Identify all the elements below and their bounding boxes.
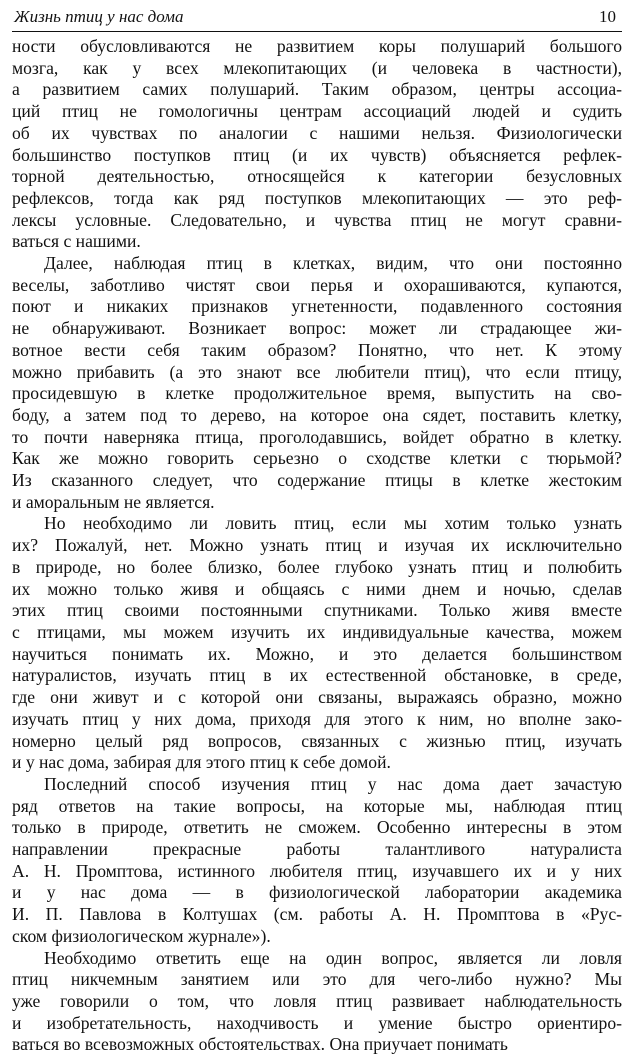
text-line: А. Н. Промптова, истинного любителя птиц, изучавшего их и у них (12, 860, 622, 881)
text-line: направлении прекрасные работы талантливого натуралиста (12, 839, 622, 860)
text-line: об их чувствах по аналогии с нашими нельзя. Физиологически (12, 122, 622, 143)
text-line: Необходимо ответить еще на один вопрос, является ли ловля (44, 947, 622, 968)
text-line: не обнаруживают. Возникает вопрос: может ли страдающее жи- (12, 318, 622, 339)
text-line: Как же можно говорить серьезно о сходстве клетки с тюрьмой? (12, 448, 622, 469)
text-line: ваться во всевозможных обстоятельствах. Она приучает понимать (12, 1034, 508, 1055)
text-line: ском физиологическом журнале»). (12, 925, 271, 946)
text-line: Но необходимо ли ловить птиц, если мы хотим только узнать (44, 513, 622, 534)
text-line: их? Пожалуй, нет. Можно узнать птиц и изучая их исключительно (12, 535, 622, 556)
text-line: этих птиц своими постоянными спутниками. Только живя вместе (12, 600, 622, 621)
text-line: мозга, как у всех млекопитающих (и человека в частности), (12, 57, 622, 78)
text-line: Последний способ изучения птиц у нас дома дает зачастую (44, 773, 622, 794)
text-line: в природе, но более близко, более глубоко узнать птиц и полюбить (12, 556, 622, 577)
body-text (12, 36, 622, 1056)
text-line: ности обусловливаются не развитием коры полушарий большого (12, 36, 622, 56)
text-line: большинство поступков птиц (и их чувств) объясняется рефлек- (12, 144, 622, 165)
paragraph (12, 948, 622, 1056)
paragraph (12, 36, 622, 253)
text-line: торной деятельностью, относящейся к категории безусловных (12, 166, 622, 187)
text-line: их можно только живя и общаясь с ними днем и ночью, сделав (12, 578, 622, 599)
text-line: ваться с нашими. (12, 231, 141, 252)
text-line: и у нас дома, забирая для этого птиц к себе домой. (12, 752, 391, 773)
text-line: Из сказанного следует, что содержание птицы в клетке жестоким (12, 470, 622, 491)
text-line: и изобретательность, находчивость и умение быстро ориентиро- (12, 1012, 622, 1033)
text-line: номерно целый ряд вопросов, связанных с жизнью птиц, изучать (12, 730, 622, 751)
text-line: и у нас дома — в физиологической лаборатории академика (12, 882, 622, 903)
text-line: где они живут и с которой они связаны, выражаясь образно, можно (12, 687, 622, 708)
text-line: птиц никчемным занятием или это для чего-либо нужно? Мы (12, 969, 622, 990)
text-line: а развитием самих полушарий. Таким образом, центры ассоциа- (12, 79, 622, 100)
page-number: 10 (599, 7, 616, 26)
text-line: поют и никаких признаков угнетенности, подавленного состояния (12, 296, 622, 317)
text-line: просидевшую в клетке продолжительное время, выпустить на сво- (12, 383, 622, 404)
text-line: то почти наверняка птица, проголодавшись, войдет обратно в клетку. (12, 426, 622, 447)
running-title: Жизнь птиц у нас дома (14, 7, 184, 26)
text-line: веселы, заботливо чистят свои перья и охорашиваются, купаются, (12, 274, 622, 295)
text-line: И. П. Павлова в Колтушах (см. работы А. Н. Промптова в «Рус- (12, 904, 622, 925)
text-line: лексы условные. Следовательно, и чувства птиц не могут сравни- (12, 209, 622, 230)
text-line: вотное вести себя таким образом? Понятно, что нет. К этому (12, 339, 622, 360)
paragraph (12, 774, 622, 948)
text-line: Далее, наблюдая птиц в клетках, видим, что они постоянно (44, 253, 622, 274)
header-rule (12, 31, 622, 32)
text-line: только в природе, ответить не сможем. Особенно интересны в этом (12, 817, 622, 838)
paragraph (12, 253, 622, 513)
text-line: ряд ответов на такие вопросы, на которые мы, наблюдая птиц (12, 795, 622, 816)
text-line: боду, а затем под то дерево, на которое она сядет, поставить клетку, (12, 404, 622, 425)
text-line: и аморальным не является. (12, 491, 215, 512)
text-line: ций птиц не гомологичны центрам ассоциаций людей и судить (12, 101, 622, 122)
text-line: с птицами, мы можем изучить их индивидуальные качества, можем (12, 621, 622, 642)
text-line: изучать птиц у них дома, приходя для этого к ним, но вполне зако- (12, 708, 622, 729)
text-line: натуралистов, изучать птиц в их естественной обстановке, в среде, (12, 665, 622, 686)
paragraph (12, 513, 622, 773)
running-header (12, 6, 622, 30)
text-line: уже говорили о том, что ловля птиц развивает наблюдательность (12, 990, 622, 1011)
text-line: научиться понимать их. Можно, и это делается большинством (12, 643, 622, 664)
text-line: можно прибавить (а это знают все любители птиц), что если птицу, (12, 361, 622, 382)
text-line: рефлексов, тогда как ряд поступков млекопитающих — это реф- (12, 187, 622, 208)
